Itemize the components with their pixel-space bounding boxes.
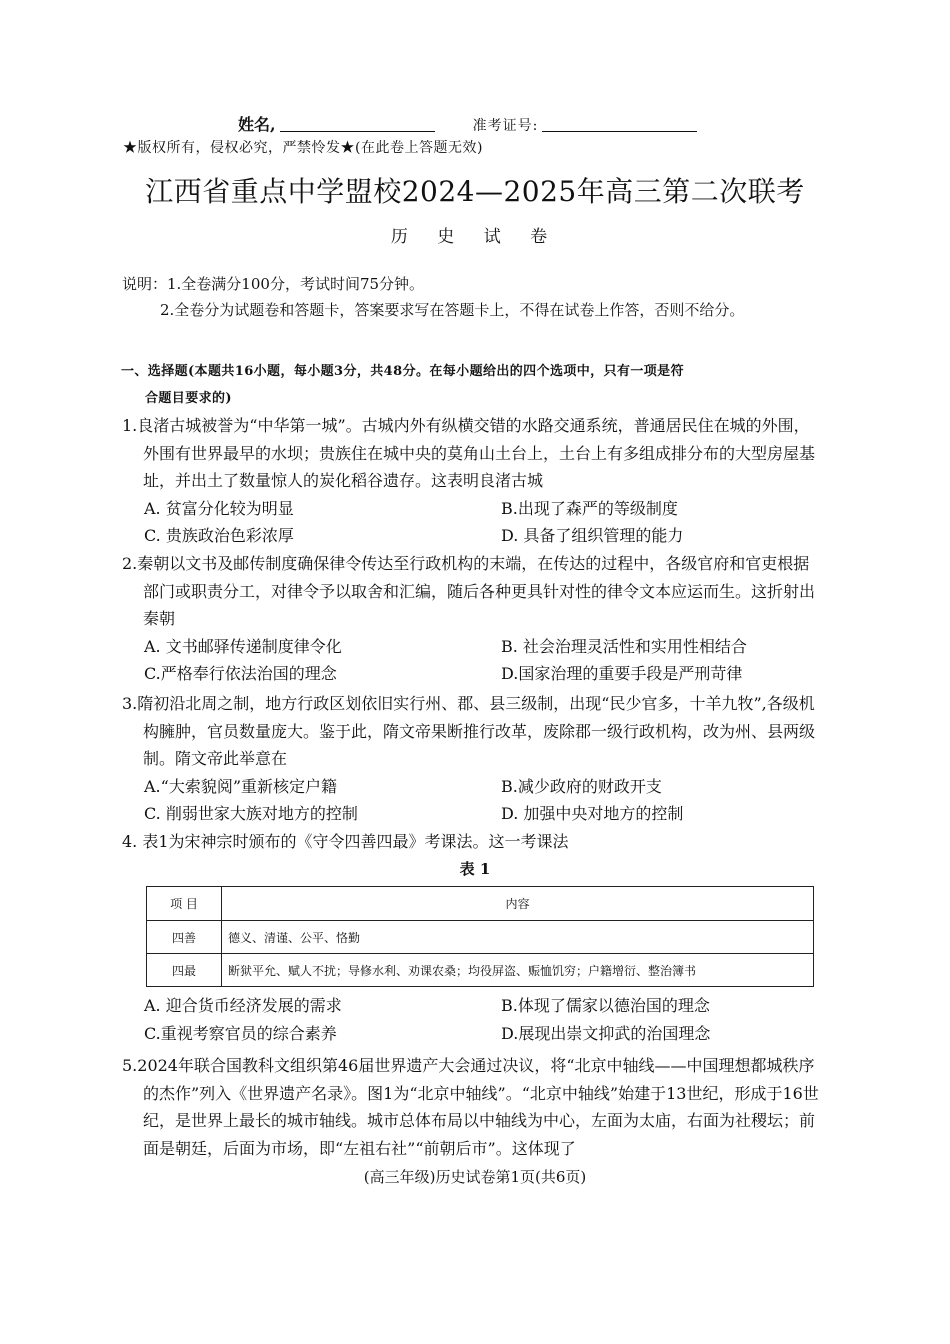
table-1 <box>146 886 814 987</box>
option-c: C.重视考察官员的综合素养 <box>144 1023 337 1043</box>
table-row <box>147 921 814 954</box>
option-d: D.展现出崇文抑武的治国理念 <box>501 1023 711 1043</box>
section-heading-line-2: 合题目要求的) <box>145 391 232 406</box>
id-label: 准考证号: <box>472 118 539 134</box>
question-stem: 4. 表1为宋神宗时颁布的《守令四善四最》考课法。这一考课法 <box>122 832 569 851</box>
table-header-cell: 内容 <box>222 887 814 921</box>
name-label: 姓名, <box>238 115 276 134</box>
section-heading <box>121 358 821 412</box>
page-footer: (高三年级)历史试卷第1页(共6页) <box>363 1168 587 1186</box>
question-stem: 5.2024年联合国教科文组织第46届世界遗产大会通过决议，将“北京中轴线——中国理想都城秩序的杰作”列入《世界遗产名录》。图1为“北京中轴线”。“北京中轴线”始建于13世纪，形成于16世纪，是世界上最长的城市轴线。城市总体布局以中轴线为中心，左面为太庙，右面为社稷坛；前面是朝廷，后面为市场，即“左祖右社”“前朝后市”。这体现了 <box>122 1056 819 1158</box>
option-a: A. 迎合货币经济发展的需求 <box>144 996 342 1015</box>
option-b: B.体现了儒家以德治国的理念 <box>501 996 710 1015</box>
exam-title: 江西省重点中学盟校2024—2025年高三第二次联考 <box>145 175 805 208</box>
instructions-line-1: 说明：1.全卷满分100分，考试时间75分钟。 <box>122 275 425 293</box>
option-a: A.“大索貌阅”重新核定户籍 <box>144 776 338 796</box>
table-title: 表 1 <box>459 860 491 878</box>
table-cell: 断狱平允、赋人不扰；导修水利、劝课农桑；均役屏盗、赈恤饥穷；户籍增衍、整治簿书 <box>222 954 814 987</box>
option-b: B.减少政府的财政开支 <box>501 776 662 796</box>
option-c: C.严格奉行依法治国的理念 <box>144 664 337 683</box>
question-3 <box>122 690 822 828</box>
section-heading-line-1: 一、选择题(本题共16小题，每小题3分，共48分。在每小题给出的四个选项中，只有一项是符 <box>121 364 684 379</box>
question-5 <box>122 1052 822 1162</box>
table-header-row <box>147 887 814 921</box>
instructions-line-2: 2.全卷分为试题卷和答题卡，答案要求写在答题卡上，不得在试卷上作答，否则不给分。 <box>160 301 745 319</box>
copyright-notice: ★版权所有，侵权必究，严禁怜发★(在此卷上答题无效) <box>123 140 483 156</box>
question-options <box>144 495 822 550</box>
option-d: D.国家治理的重要手段是严刑苛律 <box>501 664 743 683</box>
option-d: D. 具备了组织管理的能力 <box>501 526 684 545</box>
question-1 <box>122 412 822 550</box>
question-4-options-block <box>122 992 822 1047</box>
question-options <box>144 992 822 1047</box>
option-c: C. 削弱世家大族对地方的控制 <box>144 804 358 823</box>
option-a: A. 贫富分化较为明显 <box>144 498 294 518</box>
option-c: C. 贵族政治色彩浓厚 <box>144 526 294 545</box>
question-stem: 1.良渚古城被誉为“中华第一城”。古城内外有纵横交错的水路交通系统，普通居民住在城的外围，外围有世界最早的水坝；贵族住在城中央的莫角山土台上，土台上有多组成排分布的大型房屋基址，并出土了数量惊人的炭化稻谷遗存。这表明良渚古城 <box>122 416 816 490</box>
table-row <box>147 954 814 987</box>
candidate-info-line <box>238 112 697 135</box>
option-b: B.出现了森严的等级制度 <box>501 498 678 518</box>
question-2 <box>122 550 822 688</box>
option-b: B. 社会治理灵活性和实用性相结合 <box>501 636 747 656</box>
id-blank <box>542 117 697 132</box>
option-a: A. 文书邮驿传递制度律令化 <box>144 636 342 656</box>
table-cell: 四善 <box>147 921 222 954</box>
table-cell: 德义、清谨、公平、恪勤 <box>222 921 814 954</box>
table-cell: 四最 <box>147 954 222 987</box>
name-blank <box>280 117 435 132</box>
table-header-cell: 项 目 <box>147 887 222 921</box>
option-d: D. 加强中央对地方的控制 <box>501 804 684 823</box>
question-options <box>144 773 822 828</box>
question-4 <box>122 828 822 856</box>
question-stem: 2.秦朝以文书及邮传制度确保律令传达至行政机构的末端，在传达的过程中，各级官府和官吏根据部门或职责分工，对律令予以取舍和汇编，随后各种更具针对性的律令文本应运而生。这折射出秦朝 <box>122 554 816 628</box>
question-options <box>144 633 822 688</box>
exam-subtitle: 历 史 试 卷 <box>390 227 560 247</box>
question-stem: 3.隋初沿北周之制，地方行政区划依旧实行州、郡、县三级制，出现“民少官多，十羊九牧”,各级机构臃肿，官员数量庞大。鉴于此，隋文帝果断推行改革，废除郡一级行政机构，改为州、县两级制。隋文帝此举意在 <box>122 694 816 768</box>
